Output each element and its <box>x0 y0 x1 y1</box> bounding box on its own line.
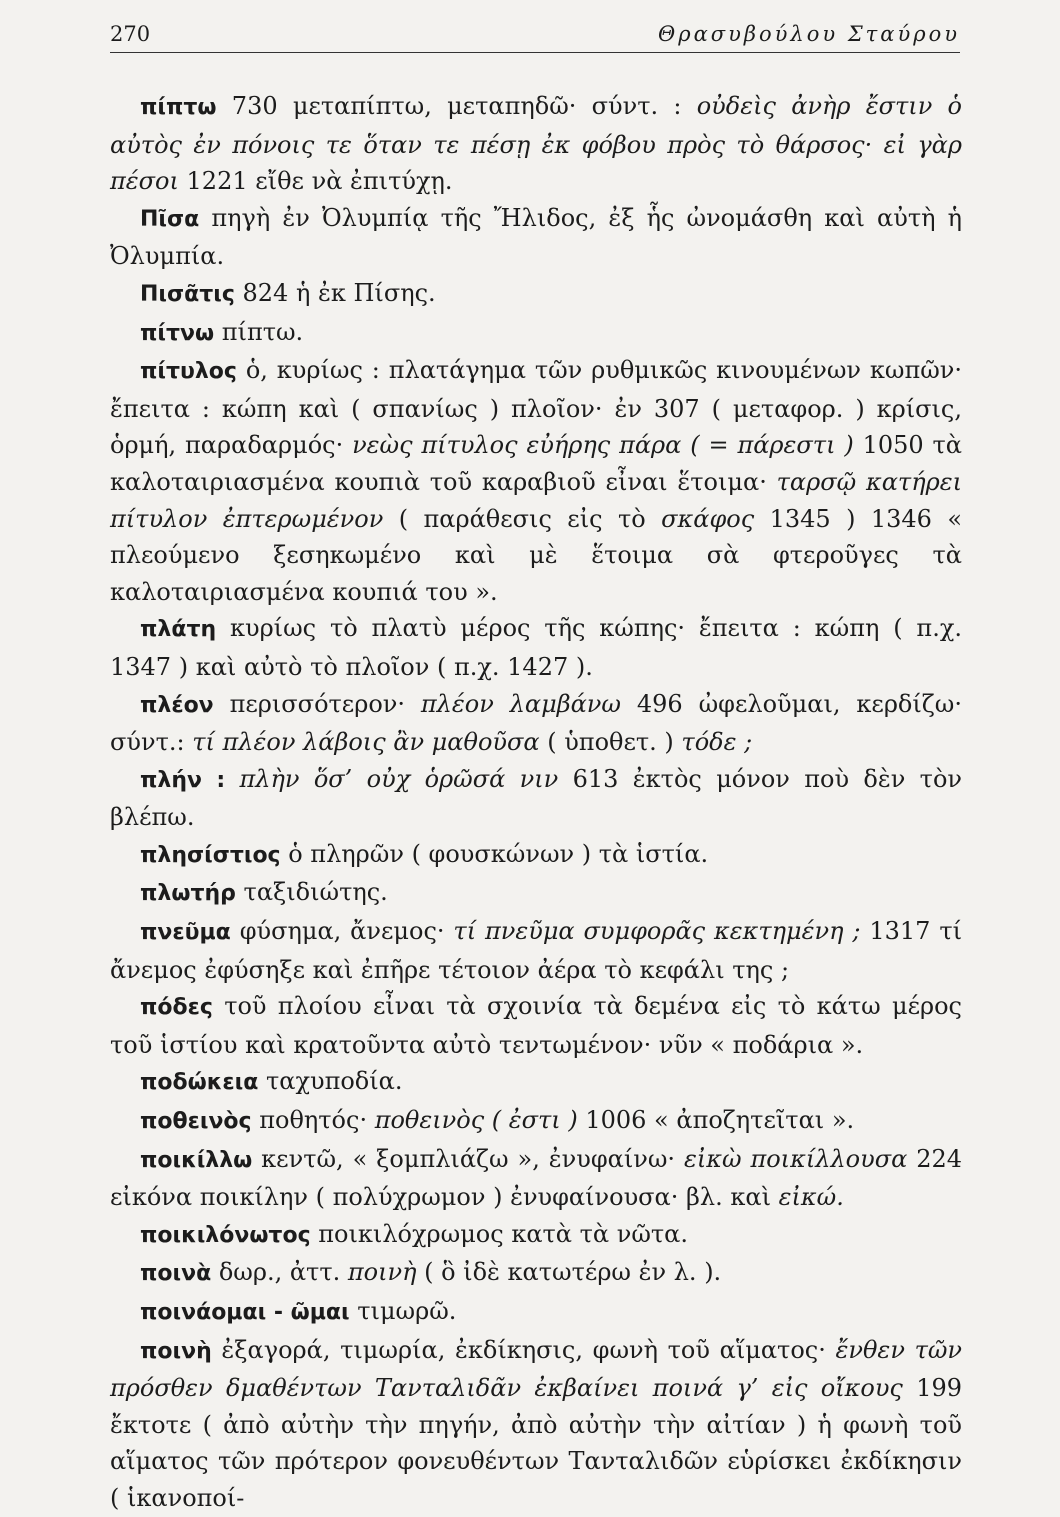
definition-text: κυρίως τὸ πλατὺ μέρος τῆς κώπης· ἔπειτα : κώπη ( π.χ. 1347 ) καὶ αὐτὸ τὸ πλοῖον ( π.χ. 1427 ). <box>110 614 962 681</box>
glossary-entry <box>110 352 962 610</box>
definition-text: περισσότερον· <box>213 689 421 718</box>
glossary-entry <box>110 686 962 761</box>
headword: Πισᾶτις <box>140 281 235 307</box>
quotation: νεὼς πίτυλος εὐήρης πάρα ( = πάρεστι ) <box>352 431 854 460</box>
headword: πίτυλος <box>140 359 237 385</box>
definition-text: πηγὴ ἐν Ὀλυμπίᾳ τῆς Ἤλιδος, ἐξ ἧς ὠνομάσθη καὶ αὐτὴ ἡ Ὀλυμπία. <box>110 203 962 271</box>
quotation: ποινὴ <box>347 1258 417 1287</box>
definition-text: κεντῶ, « ξομπλιάζω », ἐνυφαίνω· <box>252 1144 684 1173</box>
quotation: ποθεινὸς ( ἐστι ) <box>374 1106 578 1135</box>
glossary-entry <box>110 1102 962 1141</box>
definition-text: 613 ἐκτὸς μόνον ποὺ δὲν τὸν βλέπω. <box>110 764 962 832</box>
definition-text <box>225 765 239 793</box>
glossary-entry <box>110 1293 962 1332</box>
glossary-entry <box>110 275 962 314</box>
running-head <box>110 18 960 53</box>
quotation: τί πνεῦμα συμφορᾶς κεκτημένη ; <box>453 917 861 946</box>
definition-text: 496 ὠφελοῦμαι, κερδίζω· σύντ.: <box>110 689 962 757</box>
headword: πλωτήρ <box>140 881 236 907</box>
glossary-entry <box>110 1141 962 1216</box>
definition-text: 1006 « ἀποζητεῖται ». <box>577 1106 855 1135</box>
headword: ποθεινὸς <box>140 1109 252 1135</box>
headword: πλησίστιος <box>140 842 281 868</box>
quotation: σκάφος <box>661 504 755 533</box>
definition-text: 1317 τί ἄνεμος ἐφύσηξε καὶ ἐπῆρε τέτοιον ἀέρα τὸ κεφάλι της ; <box>110 917 963 984</box>
quotation: ταρσῷ κατήρει πίτυλον ἐπτερωμένον <box>110 467 962 533</box>
definition-text: 1050 τὰ καλοταιριασμένα κουπιὰ τοῦ καραβιοῦ εἶναι ἕτοιμα· <box>110 431 962 496</box>
glossary-entry <box>110 874 962 913</box>
running-title: Θρασυβούλου Σταύρου <box>658 22 960 46</box>
headword: πόδες <box>140 995 213 1021</box>
headword: ποινάομαι - ῶμαι <box>140 1300 350 1325</box>
definition-text: ( ὑποθετ. ) <box>539 728 682 757</box>
glossary-entry <box>110 988 962 1063</box>
glossary-entry <box>110 200 962 275</box>
headword: πλήν : <box>140 767 226 793</box>
headword: ποινὰ <box>140 1261 212 1287</box>
definition-text: δωρ., ἀττ. <box>211 1258 348 1287</box>
quotation: τόδε ; <box>681 728 753 757</box>
definition-text: ὁ πληρῶν ( φουσκώνων ) τὰ ἱστία. <box>280 839 709 868</box>
quotation: ἔνθεν τῶν πρόσθεν δμαθέντων Τανταλιδᾶν ἐκβαίνει ποινά γ’ εἰς οἴκους <box>110 1335 963 1403</box>
definition-text: 1345 ) 1346 « πλεούμενο ξεσηκωμένο καὶ μὲ ἕτοιμα σὰ φτεροῦγες τὰ καλοταιριασμένα κουπιά του ». <box>110 504 963 606</box>
definition-text: ταξιδιώτης. <box>235 878 388 907</box>
headword: πλέον <box>140 692 214 718</box>
definition-text: τοῦ πλοίου εἶναι τὰ σχοινία τὰ δεμένα εἰς τὸ κάτω μέρος τοῦ ἱστίου καὶ κρατοῦντα αὐτὸ τεντωμένον· νῦν « ποδάρια ». <box>110 992 962 1059</box>
glossary-entry <box>110 1254 962 1293</box>
definition-text: ποικιλόχρωμος κατὰ τὰ νῶτα. <box>310 1219 689 1248</box>
definition-text: 1221 εἴθε νὰ ἐπιτύχῃ. <box>178 167 453 196</box>
glossary-entry <box>110 836 962 875</box>
headword: πίπτω <box>140 95 217 120</box>
definition-text: ( ὃ ἰδὲ κατωτέρω ἐν λ. ). <box>416 1258 722 1287</box>
headword: ποικιλόνωτος <box>140 1222 311 1248</box>
definition-text: ( παράθεσις εἰς τὸ <box>383 504 662 533</box>
quotation: εἰκὼ ποικίλλουσα <box>683 1144 908 1173</box>
definition-text: 824 ἡ ἐκ Πίσης. <box>234 278 436 307</box>
glossary-entry <box>110 1332 962 1517</box>
quotation: εἰκώ. <box>778 1183 844 1212</box>
headword: ποδώκεια <box>140 1070 259 1096</box>
definition-text: τιμωρῶ. <box>349 1297 457 1325</box>
glossary-entry <box>110 1063 962 1102</box>
definition-text: ταχυποδία. <box>258 1067 403 1096</box>
glossary-entries <box>110 88 962 1517</box>
quotation: οὐδεὶς ἀνὴρ ἔστιν ὁ αὐτὸς ἐν πόνοις τε ὅταν τε πέσῃ ἐκ φόβου πρὸς τὸ θάρσος· εἰ γὰρ πέσοι <box>110 92 962 196</box>
quotation: τί πλέον λάβοις ἂν μαθοῦσα <box>192 728 540 757</box>
glossary-entry <box>110 314 962 353</box>
definition-text: ἐξαγορά, τιμωρία, ἐκδίκησις, φωνὴ τοῦ αἵματος· <box>211 1335 836 1364</box>
headword: ποικίλλω <box>140 1147 253 1173</box>
glossary-entry <box>110 913 962 988</box>
definition-text: ὁ, κυρίως : πλατάγημα τῶν ρυθμικῶς κινουμένων κωπῶν· ἔπειτα : κώπη καὶ ( σπανίως ) πλοῖον· ἐν 307 ( μεταφορ. ) κρίσις, ὁρμή, παραδαρμός· <box>110 356 962 460</box>
glossary-entry <box>110 610 962 685</box>
glossary-entry <box>110 88 962 200</box>
headword: ποινὴ <box>140 1338 212 1364</box>
headword: πνεῦμα <box>140 920 231 946</box>
headword: πίτνω <box>140 320 215 346</box>
definition-text: 224 εἰκόνα ποικίλην ( πολύχρωμον ) ἐνυφαίνουσα· βλ. καὶ <box>110 1144 962 1212</box>
headword: Πῖσα <box>140 206 200 232</box>
page-number: 270 <box>110 22 151 46</box>
definition-text: φύσημα, ἄνεμος· <box>230 917 454 946</box>
definition-text: πίπτω. <box>214 317 304 346</box>
definition-text: ποθητός· <box>251 1106 375 1135</box>
definition-text: 199 ἔκτοτε ( ἀπὸ αὐτὴν τὴν πηγήν, ἀπὸ αὐτὴν τὴν αἰτίαν ) ἡ φωνὴ τοῦ αἵματος τῶν πρότερον φονευθέντων Τανταλιδῶν εὑρίσκει ἐκδίκησιν ( ἱκανοποί- <box>110 1374 963 1512</box>
quotation: πλὴν ὅσ’ οὐχ ὁρῶσά νιν <box>239 764 559 793</box>
quotation: πλέον λαμβάνω <box>420 689 621 718</box>
headword: πλάτη <box>140 617 217 643</box>
definition-text: 730 μεταπίπτω, μεταπηδῶ· σύντ. : <box>216 92 697 120</box>
glossary-entry <box>110 1216 962 1255</box>
glossary-entry <box>110 761 962 836</box>
